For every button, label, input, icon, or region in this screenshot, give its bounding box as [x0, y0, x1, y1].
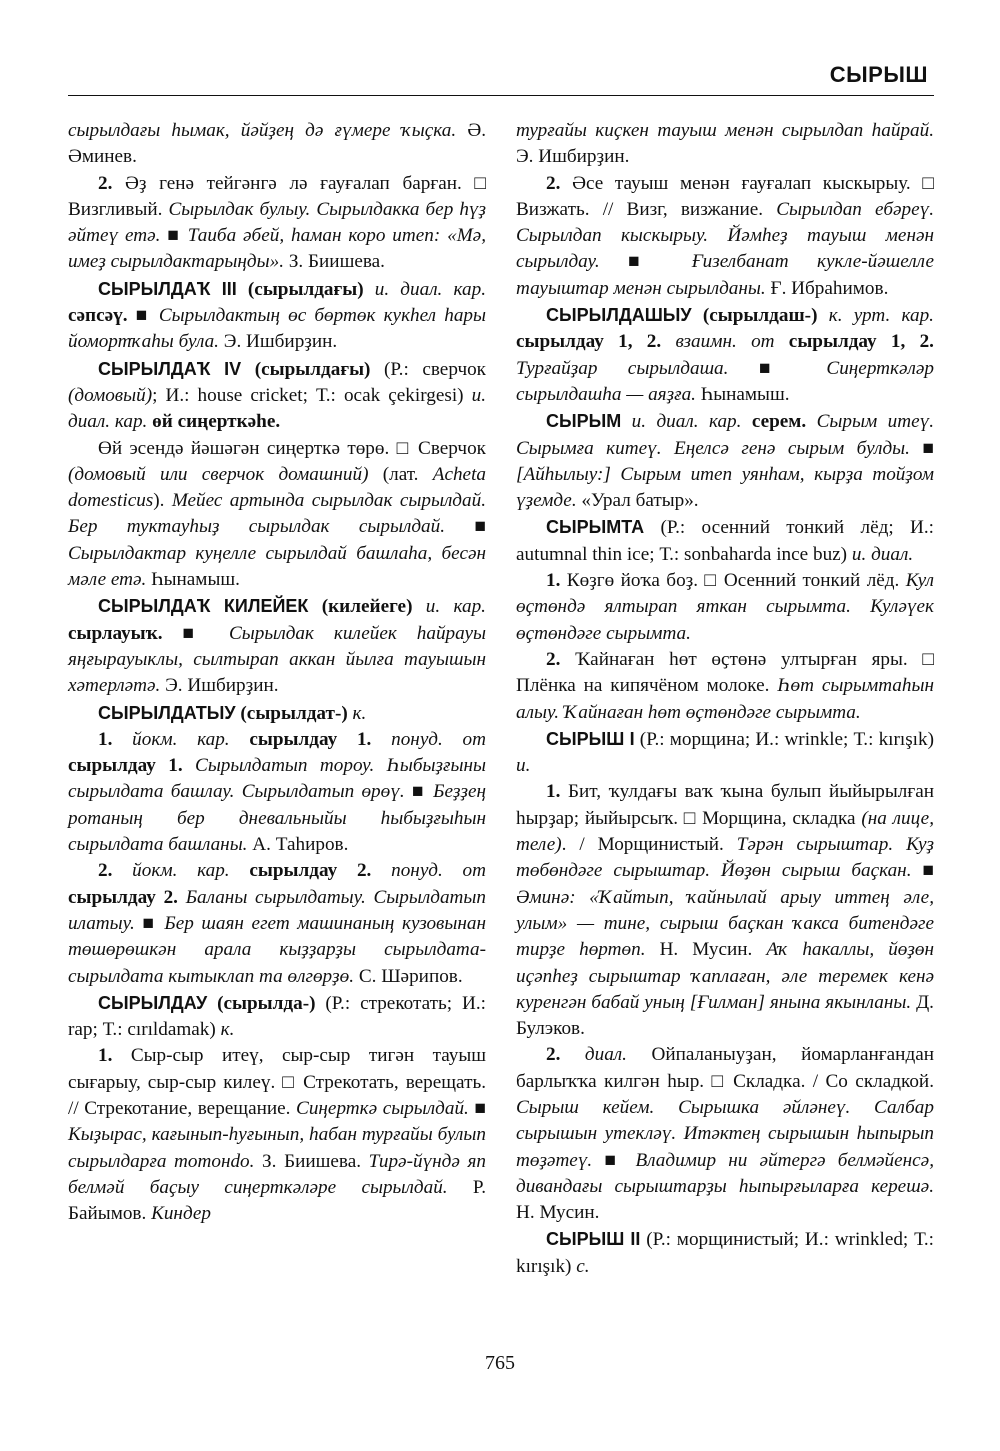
entry-syryldak-3: СЫРЫЛДАҠ III (сырылдағы) и. диал. кар. сәпсәү. ■ Сырылдактың өс бөртөк кукһел һары йомортҡаһы була. Э. Ишбирҙин.: [68, 278, 486, 353]
entry-syrysh-1: СЫРЫШ I (Р.: морщина; И.: wrinkle; Т.: kırışık) и.: [516, 728, 934, 777]
sense-2: 2. Әсе тауыш менән ғауғалап кыскырыу. □ Визжать. // Визг, визжание. Сырылдап ебәреү. Сырылдап кыскырыу. Йәмһеҙ тауыш менән сырылдау. ■ Ғизелбанат кукле-йәшелле тауыштар менән сырылданы. Ғ. Ибраһимов.: [516, 172, 934, 299]
entry-syrym: СЫРЫМ и. диал. кар. серем. Сырым итеү. Сырымға китеү. Еңелсә генә сырым булды. ■ [Айһылыу:] Сырым итеп уянһам, кырҙа тойҙом үҙемде. «Урал батыр».: [516, 411, 935, 512]
entry-syryldashyu: СЫРЫЛДАШЫУ (сырылдаш-) к. урт. кар. сырылдау 1, 2. взаимн. от сырылдау 1, 2. Турғайҙар сырылдаша. ■ Сиңерткәләр сырылдашһа — аяҙға. Һынамыш.: [516, 305, 934, 405]
definition: Өй эсендә йәшәгән сиңерткә төрө. □ Сверчок (домовый или сверчок домашний) (лат. Acheta domesticus). Мейес артында сырылдак сырылдай. Бер туктауһыҙ сырылдак сырылдай. ■ Сырылдактар куңелле сырылдай башлаһа, бесән мәле етә. Һынамыш.: [68, 437, 486, 591]
entry-syryldak-kileyek: СЫРЫЛДАҠ КИЛЕЙЕК (килейеге) и. кар. сырлауыҡ. ■ Сырылдак килейек һайрауы яңғырауыклы, сылтырап аккан йылға тауышын хәтерләтә. Э. Ишбирҙин.: [68, 596, 486, 697]
header-rule: [68, 95, 934, 96]
entry-continuation: сырылдағы һымак, йәйҙең дә ғүмере ҡыҫка. Ә. Әминев.: [68, 120, 486, 168]
sense-1: 1. Бит, ҡулдағы ваҡ ҡына булып йыйырылған һырҙар; йыйырсыҡ. □ Морщина, складка (на лице, теле). / Морщинистый. Тәрән сырыштар. Куҙ төбөндәге сырыштар. Йөҙөн сырыш баҫкан. ■ Әминә: «Ҡайтып, ҡайнылай арыу иттең әле, улым» — тине, сырыш баҫкан ҡакса битендәге тирҙе һөртөп. Н. Мусин. Аҡ һакаллы, йөҙөн иҫәпһеҙ сырыштар ҡаплаған, әле теремек кенә куренгән бабай уның [Ғилман] янына якынланы. Д. Булэков.: [516, 781, 935, 1040]
left-column: [68, 118, 486, 1227]
entry-syrysh-2: СЫРЫШ II (Р.: морщинистый; И.: wrinkled; Т.: kırışık) с.: [516, 1229, 935, 1277]
running-head: СЫРЫШ: [829, 62, 928, 87]
sense-2: 2. йокм. кар. сырылдау 2. понуд. от сырылдау 2. Баланы сырылдатыу. Сырылдатып илатыу. ■ Бер шаян егет машинаның кузовынан төшөрөшкән арала кыҙҙарҙы сырылдата-сырылдата кытыклап та өлгөрҙө. С. Шәрипов.: [68, 860, 487, 987]
sense-1: 1. йокм. кар. сырылдау 1. понуд. от сырылдау 1. Сырылдатып тороу. Һыбыҙғыны сырылдата башлау. Сырылдатып өрөү. ■ Беҙҙең ротаның бер дневальныйы һыбыҙғыһын сырылдата башланы. А. Таһиров.: [68, 728, 487, 856]
sense-2: 2. Ҡайнаған һөт өҫтөнә ултырған яры. □ Плёнка на кипячёном молоке. Һөт сырымтаһын алыу. Ҡайнаған һөт өҫтөндәге сырымта.: [516, 648, 934, 723]
sense-1: 1. Көҙгө йоҡа боҙ. □ Осенний тонкий лёд. Кул өҫтөндә ялтырап яткан сырымта. Куләүек өҫтөндәге сырымта.: [516, 570, 935, 644]
page-number: 765: [485, 1352, 515, 1374]
sense-2: 2. диал. Ойпаланыуҙан, йомарланғандан барлыҡҡа килгән һыр. □ Складка. / Со складкой. Сырыш кейем. Сырышка әйләнеү. Салбар сырышын утекләү. Итәктең сырышын һыпырып төҙәтеү. ■ Владимир ни әйтергә белмәйенсә, дивандағы сырыштарҙы һыпырғыларға керешә. Н. Мусин.: [516, 1044, 934, 1224]
entry-syryldak-4: СЫРЫЛДАҠ IV (сырылдағы) (Р.: сверчок (домовый); И.: house cricket; Т.: ocak çekirgesi) и. диал. кар. өй сиңерткәһе.: [68, 358, 487, 433]
entry-syryldau: СЫРЫЛДАУ (сырылда-) (Р.: стрекотать; И.: rap; Т.: cırıldamak) к.: [68, 992, 486, 1041]
entry-syryldatyu: СЫРЫЛДАТЫУ (сырылдат-) к.: [98, 702, 367, 724]
entry-syrymta: СЫРЫМТА (Р.: осенний тонкий лёд; И.: autumnal thin ice; Т.: sonbaharda ince buz) и. диал.: [516, 517, 934, 565]
sense-1: 1. Сыр-сыр итеү, сыр-сыр тигән тауыш сығарыу, сыр-сыр килеү. □ Стрекотать, верещать. // Стрекотание, верещание. Сиңерткә сырылдай. ■ Кыҙырас, кағынып-һуғынып, һабан турғайы булып сырылдарға тотонdo. З. Биишева. Тирә-йүндә яп белмәй баҫыу сиңерткәләре сырылдай. Р. Байымов. Киндер: [68, 1045, 487, 1225]
sense-2: 2. Әҙ генә тейгәнгә лә ғауғалап барған. □ Визгливый. Сырылдак булыу. Сырылдакка бер һүҙ әйтеү етә. ■ Таиба әбей, һаман коро итеп: «Мә, имеҙ сырылдактарыңды». З. Биишева.: [68, 172, 486, 273]
right-column: [516, 118, 934, 1280]
entry-continuation: турғайы киҫкен тауыш менән сырылдап һайрай. Э. Ишбирҙин.: [516, 120, 934, 168]
